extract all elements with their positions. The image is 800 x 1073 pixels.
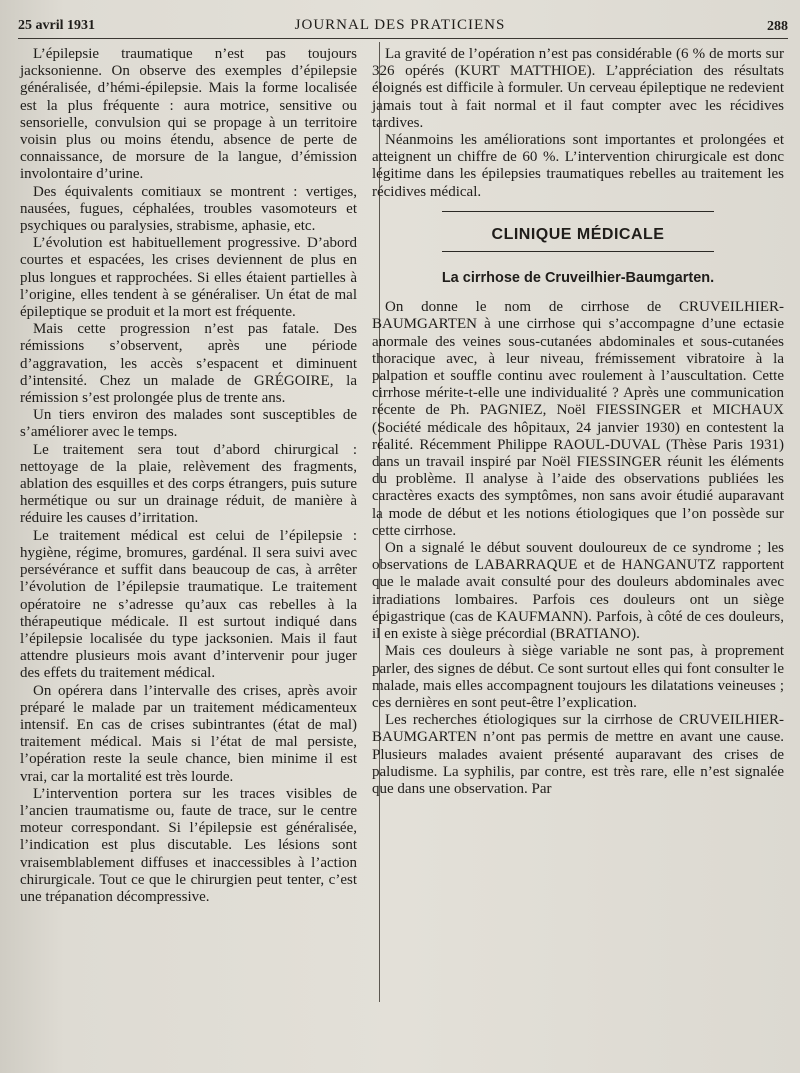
section-rule-top [442,211,714,212]
right-column [372,46,784,798]
article-title: La cirrhose de Cruveilhier-Baumgarten. [441,270,715,287]
paragraph: Le traitement sera tout d’abord chirurgical : nettoyage de la plaie, relèvement des fragments, ablation des esquilles et des corps étrangers, puis suture hermétique ou sur un drainage réduit, de manière à réduire les causes d’irritation. [20,441,357,527]
paragraph: L’évolution est habituellement progressive. D’abord courtes et espacées, les crises deviennent de plus en plus longues et rapprochées. Si elles étaient partielles à l’origine, elles tendent à se généraliser. Un état de mal épileptique se produit et la mort est fréquente. [20,235,357,321]
paragraph: Mais cette progression n’est pas fatale. Des rémissions s’observent, après une période d’aggravation, les accès s’espacent et diminuent d’intensité. Chez un malade de GRÉGOIRE, la rémission s’est prolongée plus de trente ans. [20,321,357,407]
paragraph: L’intervention portera sur les traces visibles de l’ancien traumatisme ou, faute de trace, sur le centre moteur correspondant. Si l’épilepsie est généralisée, l’indication est plus discutable. Les lésions sont vraisemblablement diffuses et inaccessibles à l’action chirurgicale. Tout ce que le chirurgien peut tenter, c’est une trépanation décompressive. [20,785,357,905]
journal-title: JOURNAL DES PRATICIENS [294,17,506,33]
paragraph: On a signalé le début souvent douloureux de ce syndrome ; les observations de LABARRAQUE et de HANGANUTZ rapportent que le malade avait consulté pour des douleurs abdominales avec irradiations lombaires. Parfois ces douleurs ont un siège épigastrique (cas de KAUFMANN). Parfois, à côté de ces douleurs, il en existe à siège précordial (BRATIANO). [372,540,784,643]
paragraph: On opérera dans l’intervalle des crises, après avoir préparé le malade par un traitement médicamenteux intensif. En cas de crises subintrantes (état de mal) traitement médical. Mais si l’état de mal persiste, l’opération reste la seule chance, bien minime il est vrai, car la mortalité est très lourde. [20,682,357,785]
paragraph: L’épilepsie traumatique n’est pas toujours jacksonienne. On observe des exemples d’épilepsie généralisée, d’hémi-épilepsie. Mais la forme localisée est la plus fréquente : aura motrice, sensitive ou sensorielle, convulsion qui se propage à un territoire voisin plus ou moins étendu, absence de perte de connaissance, de morsure de la langue, d’émission involontaire d’urine. [20,46,357,183]
paragraph: On donne le nom de cirrhose de CRUVEILHIER-BAUMGARTEN à une cirrhose qui s’accompagne d’une ectasie anormale des veines sous-cutanées abdominales et sous-cutanées thoracique avec, à leur niveau, frémissement vibratoire à la palpation et souffle continu avec roulement à l’auscultation. Cette cirrhose mérite-t-elle une individualité ? Après une communication récente de Ph. PAGNIEZ, Noël FIESSINGER et MICHAUX (Société médicale des hôpitaux, 24 janvier 1930) en contestent la réalité. Récemment Philippe RAOUL-DUVAL (Thèse Paris 1931) dans un travail inspiré par Noël FIESSINGER réunit les éléments du problème. Il analyse à l’aide des observations publiées les caractères exacts des symptômes, non sans avoir étudié auparavant la mode de début et les notions étiologiques que l’on possède sur cette cirrhose. [372,299,784,539]
paragraph: Le traitement médical est celui de l’épilepsie : hygiène, régime, bromures, gardénal. Il sera suivi avec persévérance et suffit dans beaucoup de cas, à arrêter l’évolution de l’épilepsie traumatique. Le traitement opératoire ne s’adresse qu’aux cas rebelles à la thérapeutique médicale. Il est surtout indiqué dans l’épilepsie localisée du type jacksonien. Mais il faut attendre plusieurs mois avant d’intervenir pour juger des effets du traitement médical. [20,527,357,682]
paragraph: Les recherches étiologiques sur la cirrhose de CRUVEILHIER-BAUMGARTEN n’ont pas permis de mettre en avant une cause. Plusieurs malades avaient présenté auparavant des crises de paludisme. La syphilis, par contre, est très rare, elle n’est signalée que dans une observation. Par [372,712,784,797]
paragraph: La gravité de l’opération n’est pas considérable (6 % de morts sur 326 opérés (KURT MATTHIOE). L’appréciation des résultats éloignés est difficile à formuler. Un cerveau épileptique ne redevient jamais tout à fait normal et il faut compter avec les récidives tardives. [372,46,784,131]
header-rule [18,38,788,39]
left-column [20,46,357,906]
section-rule-bottom [442,251,714,252]
issue-date: 25 avril 1931 [18,18,95,33]
paragraph: Néanmoins les améliorations sont importantes et prolongées et atteignent un chiffre de 60 %. L’intervention chirurgicale est donc légitime dans les épilepsies traumatiques rebelles au traitement les récidives médical. [372,132,784,200]
paragraph: Mais ces douleurs à siège variable ne sont pas, à proprement parler, des signes de début. Ce sont surtout elles qui font consulter le malade, mais elles accompagnent toujours les dilatations veineuses ; ces dernières en sont peut-être l’explication. [372,643,784,711]
paragraph: Des équivalents comitiaux se montrent : vertiges, nausées, fugues, céphalées, troubles vasomoteurs et psychiques ou paralysies, strabisme, aphasie, etc. [20,183,357,235]
page-header [0,14,800,40]
page-number: 288 [767,19,788,34]
section-title: CLINIQUE MÉDICALE [491,225,665,243]
paragraph: Un tiers environ des malades sont susceptibles de s’améliorer avec le temps. [20,407,357,441]
